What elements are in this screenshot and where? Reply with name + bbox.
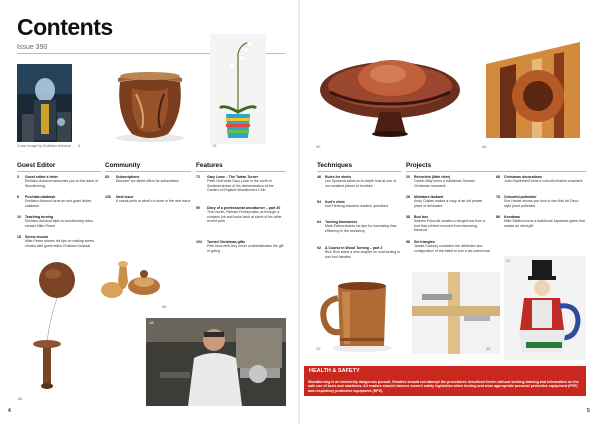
photo-num-toolrest: 46 — [486, 346, 491, 351]
issue-number: Issue 390 — [17, 44, 48, 51]
list-item[interactable]: 86 Kendama Mike Stafford turns a traditional Japanese game that makes an ideal gift — [496, 215, 586, 228]
list-item[interactable]: 83 Subscriptions Discover our latest offers for subscribers — [105, 175, 179, 184]
folio-right: 5 — [587, 408, 590, 414]
list-item[interactable]: 68 Christmas decorations John Hawtrewell turns a colourful festive ornament — [496, 175, 583, 184]
list-item[interactable]: 58 Six triangles James Duxbury considers the attributes and configuration of the blank to turn a six-sided bowl — [406, 240, 490, 253]
photo-num-wedge: 68 — [482, 144, 487, 149]
list-item[interactable]: 78 Colourful potholder Sue Harker shows you how to turn this Art Deco-style plant potholder — [496, 195, 580, 208]
list-item[interactable]: 100 Next issue A sneak peek at what's in store in the next issue — [105, 195, 191, 204]
heading-techniques: Techniques — [317, 162, 401, 172]
tankard-photo — [314, 272, 404, 356]
photo-num-kendama: 86 — [18, 396, 23, 401]
list-item[interactable]: 38 Burl box Andrew Potocnik creates a winged box from a burl that a friend rescued from becoming firewood — [406, 215, 486, 232]
list-item[interactable]: 18 Screw chucks Mike Peace shares his tips on making screw chucks with guest editor Emiliano Achaval — [17, 235, 94, 248]
heading-features: Features — [196, 162, 286, 172]
kendama-photo — [17, 258, 77, 398]
lidded-calabash-photo — [76, 64, 194, 144]
photo-num-turner: 18 — [149, 320, 154, 325]
photo-num-tankard: 28 — [316, 346, 321, 351]
cover-caption: Cover image by Emiliano Achaval — [17, 144, 71, 148]
photo-num-bowl: 6 — [78, 143, 81, 148]
list-item[interactable]: 90 Diary of a professional woodturner – part 30 This month, Richard Findley talks us through a complex job and looks back at some of his other recent work — [196, 206, 282, 223]
cover-image — [17, 64, 72, 142]
photo-num-tops: 58 — [162, 304, 167, 309]
list-item[interactable]: 64 Turning timesavers Mark Palma shares his tips for increasing time efficiency in the workshop — [317, 220, 397, 233]
list-item[interactable]: 104 Turned Christmas gifts Pete Moncrieff-Jury never underestimates the gift of giving — [196, 240, 284, 253]
orchid-potholder-photo — [210, 34, 266, 144]
page-title: Contents — [17, 14, 113, 40]
burl-platter-photo — [314, 34, 466, 146]
list-item[interactable]: 6 Pu'uhala calabash Emiliano Achaval turns an end-grain lidded calabash — [17, 195, 92, 208]
photo-num-platter: 56 — [316, 144, 321, 149]
list-item[interactable]: 72 Gary Lowe – The Tartan Turner Peter Holt visits Gary Lowe in the north of Scotland ahead of his demonstration at the Garden of England Woodturners Club — [196, 175, 274, 192]
list-item[interactable]: 20 Reinerlein (little rider) Colwin Way forms a traditional German Christmas ornament — [406, 175, 475, 188]
tops-photo — [96, 252, 166, 304]
heading-community: Community — [105, 162, 191, 172]
list-item[interactable]: 10 Teaching turning Emiliano Achaval talks to woodturning video creator Mike Peace — [17, 215, 94, 228]
laminated-ornament-photo — [480, 34, 586, 146]
nutcracker-ornament-photo — [504, 256, 586, 360]
list-item[interactable]: 3 Guest editor's letter Emiliano Achaval welcomes you to this issue of Woodturning — [17, 175, 99, 188]
heading-projects: Projects — [406, 162, 586, 172]
photo-num-orchid: 78 — [212, 143, 217, 148]
health-safety-heading: HEALTH & SAFETY — [309, 368, 360, 374]
folio-left: 4 — [8, 408, 11, 414]
turner-at-lathe-photo — [146, 318, 286, 406]
heading-guest-editor: Guest Editor — [17, 162, 101, 172]
photo-num-nutcracker: 20 — [506, 258, 511, 263]
list-item[interactable]: 54 Kurt's clinic Kurt Hertzog answers readers' questions — [317, 200, 389, 209]
list-item[interactable]: 28 Miniature tankard Andy Coates makes a copy of an old pewter piece of drinkware — [406, 195, 483, 208]
tool-rest-photo — [412, 272, 500, 354]
right-page — [300, 0, 600, 424]
list-item[interactable]: 92 A Course in Wood Turning – part 2 Rick Rich starts a new chapter on oval turning to turn tool handles — [317, 246, 401, 259]
health-safety-text: Woodturning is an inherently dangerous pursuit. Readers should not attempt the procedures described herein without seeking training and information on the safe use of tools and machines. All readers should observe current safety legislation when turning and wear appropriate personal protective equipment (PPE) and respiratory protective equipment (RPE). — [308, 380, 579, 393]
list-item[interactable]: 46 Rules for steels Les Symonds takes an in-depth look at one of our smallest pieces of furniture — [317, 175, 397, 188]
health-safety-box — [304, 366, 586, 396]
